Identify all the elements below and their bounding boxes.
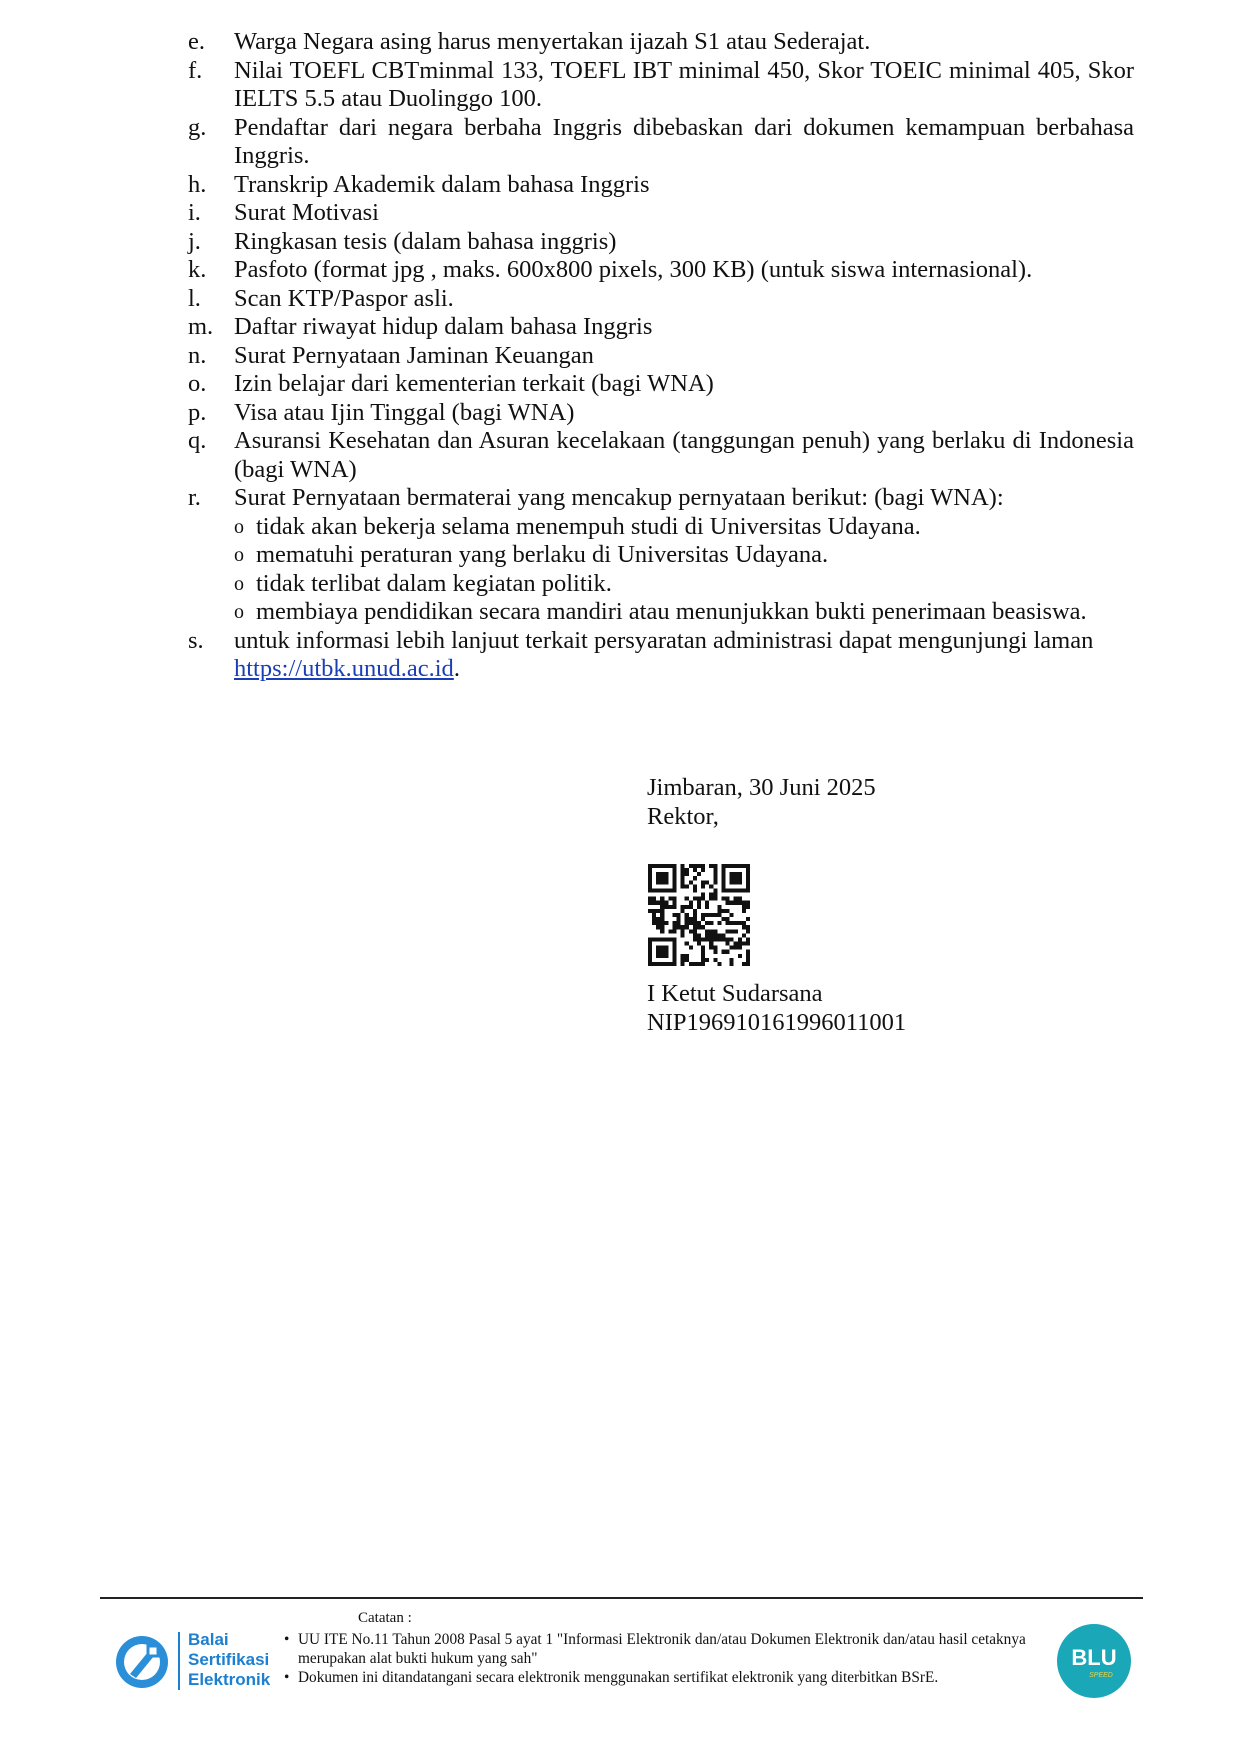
item-text: Surat Pernyataan Jaminan Keuangan [234,341,594,369]
statement-bullet [234,513,1134,542]
footer-note: • Dokumen ini ditandatangani secara elektronik menggunakan sertifikat elektronik yang diterbitkan BSrE. [284,1669,939,1686]
item-letter: s. [188,626,204,654]
list-item [188,171,1134,200]
item-letter: h. [188,170,207,198]
bullet-text: tidak akan bekerja selama menempuh studi di Universitas Udayana. [256,512,921,540]
blu-speed-logo-icon [1055,1622,1133,1700]
item-letter: j. [188,227,201,255]
bsre-line-1: Balai [188,1630,229,1649]
utbk-link[interactable]: https://utbk.unud.ac.id [234,655,454,682]
item-text [234,627,1134,684]
item-letter: m. [188,313,214,340]
trailing-period: . [453,655,460,682]
item-text: Nilai TOEFL CBTminmal 133, TOEFL IBT minimal 450, Skor TOEIC minimal 405, Skor IELTS 5.5 atau Duolinggo 100. [234,56,1134,112]
info-text: untuk informasi lebih lanjuut terkait persyaratan administrasi dapat mengunjungi laman [234,626,1094,654]
footer-note: • UU ITE No.11 Tahun 2008 Pasal 5 ayat 1 "Informasi Elektronik dan/atau Dokumen Elektronik dan/atau hasil cetaknya merupakan alat bukti hukum yang sah" [284,1630,1044,1668]
bullet-text: membiaya pendidikan secara mandiri atau menunjukkan bukti penerimaan beasiswa. [256,598,1087,625]
place-date: Jimbaran, 30 Juni 2025 [647,774,876,801]
notes-title: Catatan : [358,1610,412,1626]
item-text: Pendaftar dari negara berbaha Inggris dibebaskan dari dokumen kemampuan berbahasa Inggris. [234,113,1134,169]
item-letter: i. [188,199,201,226]
list-item [188,399,1134,428]
item-text: Pasfoto (format jpg , maks. 600x800 pixels, 300 KB) (untuk siswa internasional). [234,256,1033,283]
item-letter: l. [188,284,201,312]
bullet-mark: o [234,544,244,566]
blu-text: BLU [1071,1645,1117,1670]
item-letter: k. [188,256,207,283]
item-text: Asuransi Kesehatan dan Asuran kecelakaan (tanggungan penuh) yang berlaku di Indonesia (bagi WNA) [234,427,1134,483]
item-text: Ringkasan tesis (dalam bahasa inggris) [234,227,617,255]
item-text: Visa atau Ijin Tinggal (bagi WNA) [234,398,575,426]
bullet-text: tidak terlibat dalam kegiatan politik. [256,569,612,597]
bsre-line-2: Sertifikasi [188,1650,270,1669]
item-letter: n. [188,341,207,369]
signatory-nip: NIP196910161996011001 [647,1009,907,1036]
statement-bullet [234,598,1134,627]
list-item [188,114,1134,171]
item-letter: g. [188,113,207,141]
list-item [188,285,1134,314]
signatory-title: Rektor, [647,803,719,830]
footer-divider [100,1597,1143,1599]
note-text: UU ITE No.11 Tahun 2008 Pasal 5 ayat 1 "Informasi Elektronik dan/atau Dokumen Elektronik dan/atau hasil cetaknya merupakan alat bukti hukum yang sah" [298,1631,1026,1667]
list-item-s [188,627,1134,684]
item-text: Surat Pernyataan bermaterai yang mencakup pernyataan berikut: (bagi WNA): [234,484,1004,511]
list-item [188,484,1134,513]
statement-bullet [234,541,1134,570]
requirements-list [188,28,1134,684]
list-item [188,228,1134,257]
item-text: Daftar riwayat hidup dalam bahasa Inggris [234,313,653,340]
bullet-mark: o [234,601,244,623]
item-letter: r. [188,484,201,511]
bullet-text: mematuhi peraturan yang berlaku di Universitas Udayana. [256,541,829,568]
list-item [188,427,1134,484]
list-item [188,28,1134,57]
note-text: Dokumen ini ditandatangani secara elektronik menggunakan sertifikat elektronik yang diterbitkan BSrE. [298,1669,939,1686]
item-text: Surat Motivasi [234,199,379,226]
item-text: Izin belajar dari kementerian terkait (bagi WNA) [234,370,714,397]
list-item [188,313,1134,342]
signature-block [647,773,1147,831]
item-letter: f. [188,56,203,84]
list-item [188,57,1134,114]
footer-notes [284,1630,1044,1687]
statement-bullets [234,513,1134,627]
item-text: Scan KTP/Paspor asli. [234,284,454,312]
bsre-logo-text [188,1630,270,1690]
item-letter: q. [188,427,207,454]
item-letter: e. [188,28,205,55]
statement-bullet [234,570,1134,599]
item-letter: p. [188,398,207,426]
item-text: Warga Negara asing harus menyertakan ijazah S1 atau Sederajat. [234,28,871,55]
bullet-mark: o [234,515,244,538]
list-item [188,199,1134,228]
signatory-info [647,979,906,1037]
blu-sub-text: SPEED [1089,1672,1113,1679]
qr-code-icon [648,864,750,966]
bullet-mark: o [234,572,244,595]
item-text: Transkrip Akademik dalam bahasa Inggris [234,170,650,198]
list-item [188,342,1134,371]
signatory-name: I Ketut Sudarsana [647,980,823,1007]
bsre-line-3: Elektronik [188,1670,271,1689]
list-item [188,256,1134,285]
list-item [188,370,1134,399]
item-letter: o. [188,370,207,397]
